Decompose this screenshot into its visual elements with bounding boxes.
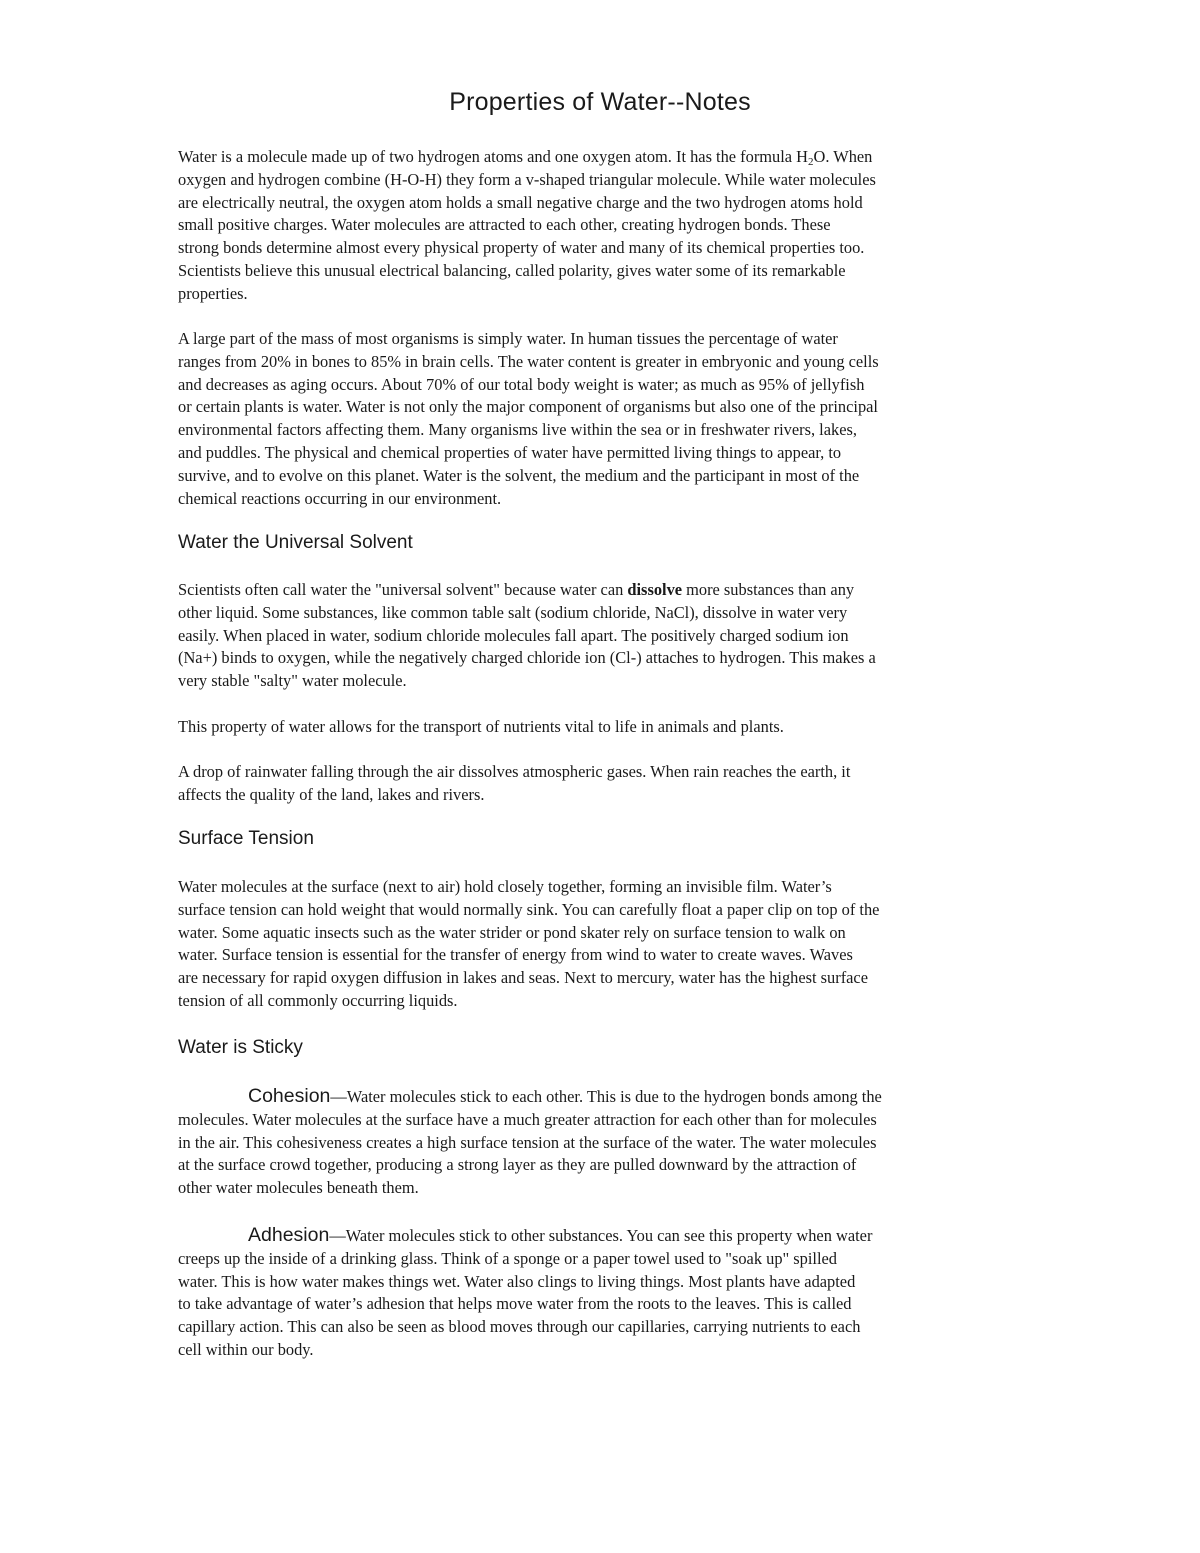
tension-line: tension of all commonly occurring liquids.: [178, 990, 458, 1010]
transport-paragraph: [178, 716, 1028, 739]
solvent-line: easily. When placed in water, sodium chloride molecules fall apart. The positively charged sodium ion: [178, 625, 849, 645]
mass-line: chemical reactions occurring in our environment.: [178, 488, 502, 508]
intro-line-1-end: O. When: [813, 147, 873, 166]
solvent-line: other liquid. Some substances, like common table salt (sodium chloride, NaCl), dissolve in water very: [178, 602, 848, 622]
dissolve-bold: dissolve: [627, 580, 683, 599]
adhesion-line-1-text: —Water molecules stick to other substances. You can see this property when water: [329, 1226, 873, 1245]
mass-line: survive, and to evolve on this planet. Water is the solvent, the medium and the participant in most of the: [178, 465, 860, 485]
intro-line: strong bonds determine almost every physical property of water and many of its chemical properties too.: [178, 238, 865, 258]
mass-line: or certain plants is water. Water is not only the major component of organisms but also one of the principal: [178, 397, 878, 417]
cohesion-line-1-text: —Water molecules stick to each other. This is due to the hydrogen bonds among the: [330, 1087, 882, 1106]
cohesion-line: at the surface crowd together, producing a strong layer as they are pulled downward by the attraction of: [178, 1155, 857, 1175]
rainwater-line: A drop of rainwater falling through the air dissolves atmospheric gases. When rain reaches the earth, it: [178, 762, 851, 781]
cohesion-line-1: [178, 1085, 1028, 1109]
mass-line: and puddles. The physical and chemical properties of water have permitted living things to appear, to: [178, 442, 842, 462]
solvent-line: very stable "salty" water molecule.: [178, 671, 407, 691]
adhesion-paragraph: [178, 1224, 1028, 1362]
tension-line: are necessary for rapid oxygen diffusion in lakes and seas. Next to mercury, water has the highest surface: [178, 968, 868, 988]
adhesion-line: water. This is how water makes things wet. Water also clings to living things. Most plants have adapted: [178, 1271, 856, 1291]
adhesion-line: cell within our body.: [178, 1339, 314, 1359]
surface-tension-paragraph: [178, 876, 1028, 1013]
intro-line: Scientists believe this unusual electrical balancing, called polarity, gives water some of its remarkable: [178, 260, 846, 280]
cohesion-paragraph: [178, 1085, 1028, 1200]
section-heading-solvent: Water the Universal Solvent: [178, 532, 413, 553]
section-heading-sticky: Water is Sticky: [178, 1037, 303, 1058]
adhesion-line: to take advantage of water’s adhesion that helps move water from the roots to the leaves. This is called: [178, 1294, 852, 1314]
intro-line-1-text: Water is a molecule made up of two hydrogen atoms and one oxygen atom. It has the formula H: [178, 147, 808, 166]
tension-line: Water molecules at the surface (next to air) hold closely together, forming an invisible film. Water’s: [178, 877, 832, 896]
adhesion-line: creeps up the inside of a drinking glass. Think of a sponge or a paper towel used to "soak up" spilled: [178, 1248, 838, 1268]
tension-line: water. Some aquatic insects such as the water strider or pond skater rely on surface tension to walk on: [178, 922, 846, 942]
mass-paragraph: [178, 328, 1028, 510]
solvent-line-1: [178, 579, 1028, 602]
adhesion-line: capillary action. This can also be seen as blood moves through our capillaries, carrying nutrients to each: [178, 1317, 861, 1337]
intro-line-1: [178, 146, 1028, 169]
mass-line: and decreases as aging occurs. About 70% of our total body weight is water; as much as 95% of jellyfish: [178, 374, 865, 394]
solvent-line-1-text: Scientists often call water the "universal solvent" because water can: [178, 580, 628, 599]
cohesion-line: other water molecules beneath them.: [178, 1178, 419, 1198]
rainwater-line: affects the quality of the land, lakes and rivers.: [178, 784, 485, 804]
solvent-line-1-end: more substances than any: [682, 580, 855, 599]
transport-line: This property of water allows for the transport of nutrients vital to life in animals and plants.: [178, 717, 784, 736]
mass-line: ranges from 20% in bones to 85% in brain cells. The water content is greater in embryonic and young cells: [178, 351, 879, 371]
page-title: Properties of Water--Notes: [449, 88, 751, 116]
formula-subscript: 2: [808, 156, 814, 168]
tension-line: water. Surface tension is essential for the transfer of energy from wind to water to create waves. Waves: [178, 945, 853, 965]
adhesion-line-1: [178, 1224, 1028, 1248]
intro-paragraph: [178, 146, 1028, 306]
solvent-paragraph: [178, 579, 1028, 693]
intro-line: oxygen and hydrogen combine (H-O-H) they form a v-shaped triangular molecule. While water molecules: [178, 169, 876, 189]
cohesion-line: in the air. This cohesiveness creates a high surface tension at the surface of the water. The water molecules: [178, 1132, 877, 1152]
intro-line: are electrically neutral, the oxygen atom holds a small negative charge and the two hydrogen atoms hold: [178, 192, 863, 212]
intro-line: properties.: [178, 283, 248, 303]
tension-line: surface tension can hold weight that would normally sink. You can carefully float a paper clip on top of the: [178, 899, 880, 919]
rainwater-paragraph: [178, 761, 1028, 807]
cohesion-term: Cohesion: [248, 1085, 331, 1107]
cohesion-line: molecules. Water molecules at the surface have a much greater attraction for each other than for molecules: [178, 1109, 877, 1129]
mass-line: environmental factors affecting them. Many organisms live within the sea or in freshwater rivers, lakes,: [178, 420, 857, 440]
solvent-line: (Na+) binds to oxygen, while the negatively charged chloride ion (Cl-) attaches to hydrogen. This makes a: [178, 648, 876, 668]
intro-line: small positive charges. Water molecules are attracted to each other, creating hydrogen bonds. These: [178, 215, 831, 235]
section-heading-surface-tension: Surface Tension: [178, 828, 314, 849]
mass-line: A large part of the mass of most organisms is simply water. In human tissues the percentage of water: [178, 329, 838, 348]
adhesion-term: Adhesion: [248, 1224, 330, 1246]
